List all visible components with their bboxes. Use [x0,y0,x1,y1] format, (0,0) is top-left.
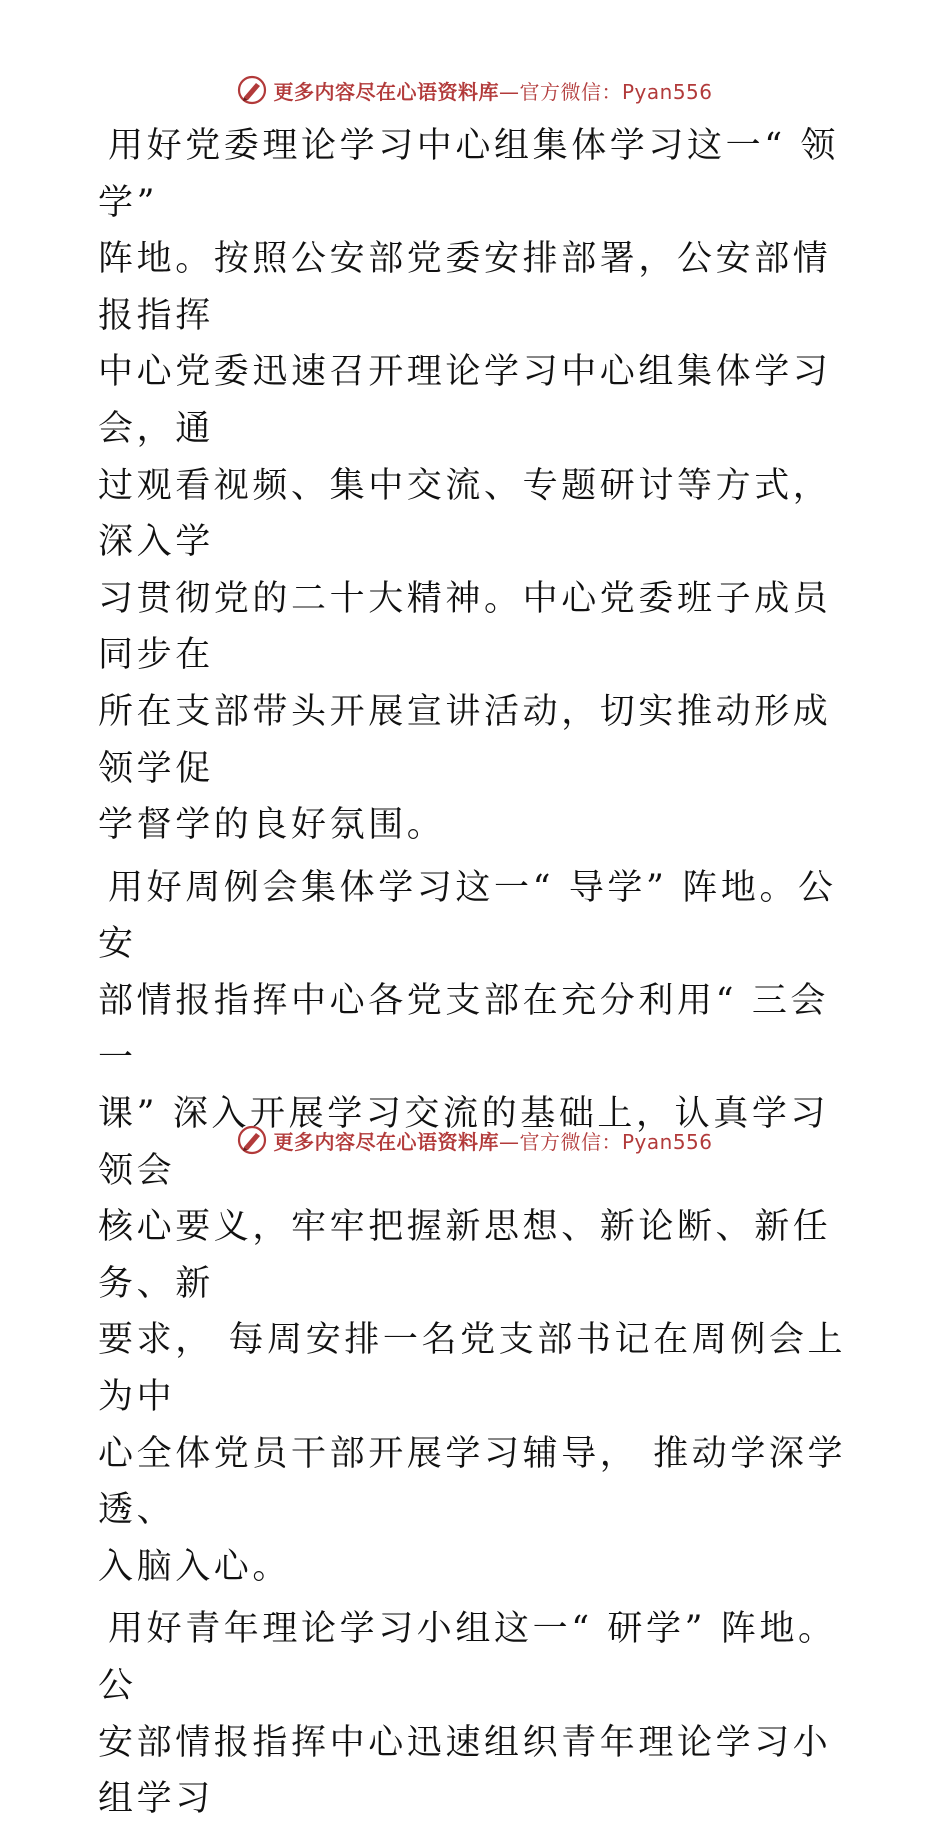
watermark-text [273,76,712,105]
pen-logo-icon [237,1125,267,1155]
watermark-dash: — [498,79,520,104]
watermark-wechat-id: Pyan556 [621,79,713,104]
watermark-site-text: 更多内容尽在心语资料库 [273,1129,499,1154]
document-body [98,118,858,1834]
watermark-site-text: 更多内容尽在心语资料库 [273,79,499,104]
paragraph-2 [98,860,858,1596]
watermark-wechat-label: 官方微信： [519,1129,622,1154]
paragraph-line: 中心党委迅速召开理论学习中心组集体学习会，通 [98,352,832,449]
paragraph-line: 用好党委理论学习中心组集体学习这一“ 领学” [98,126,840,223]
paragraph-line: 学督学的良好氛围。 [98,805,446,846]
paragraph-line: 部情报指挥中心各党支部在充分利用“ 三会一 [98,980,830,1078]
paragraph-line: 入脑入心。 [98,1546,292,1587]
watermark-header [0,68,950,112]
paragraph-1 [98,118,858,854]
paragraph-line: 安部情报指挥中心迅速组织青年理论学习小组学习 [98,1722,832,1820]
pen-logo-icon [237,75,267,105]
paragraph-line: 用好青年理论学习小组这一“ 研学” 阵地。公 [98,1609,837,1707]
paragraph-line: 心全体党员干部开展学习辅导， 推动学深学透、 [98,1433,847,1531]
paragraph-line: 过观看视频、集中交流、专题研讨等方式，深入学 [98,465,832,563]
paragraph-line: 阵地。按照公安部党委安排部署，公安部情报指挥 [98,239,832,336]
watermark-footer [0,1118,950,1162]
paragraph-line: 要求， 每周安排一名党支部书记在周例会上为中 [98,1320,847,1418]
paragraph-3 [98,1601,858,1827]
paragraph-line: 核心要义，牢牢把握新思想、新论断、新任务、新 [98,1207,832,1304]
watermark-text [273,1126,712,1155]
paragraph-line: 用好周例会集体学习这一“ 导学” 阵地。公安 [98,867,837,965]
paragraph-line: 习贯彻党的二十大精神。中心党委班子成员同步在 [98,578,832,676]
watermark-dash: — [498,1129,520,1154]
watermark-wechat-label: 官方微信： [519,79,622,104]
paragraph-line: 课” 深入开展学习交流的基础上，认真学习领会 [98,1094,830,1191]
watermark-wechat-id: Pyan556 [621,1129,713,1154]
paragraph-line: 所在支部带头开展宣讲活动，切实推动形成领学促 [98,691,832,789]
